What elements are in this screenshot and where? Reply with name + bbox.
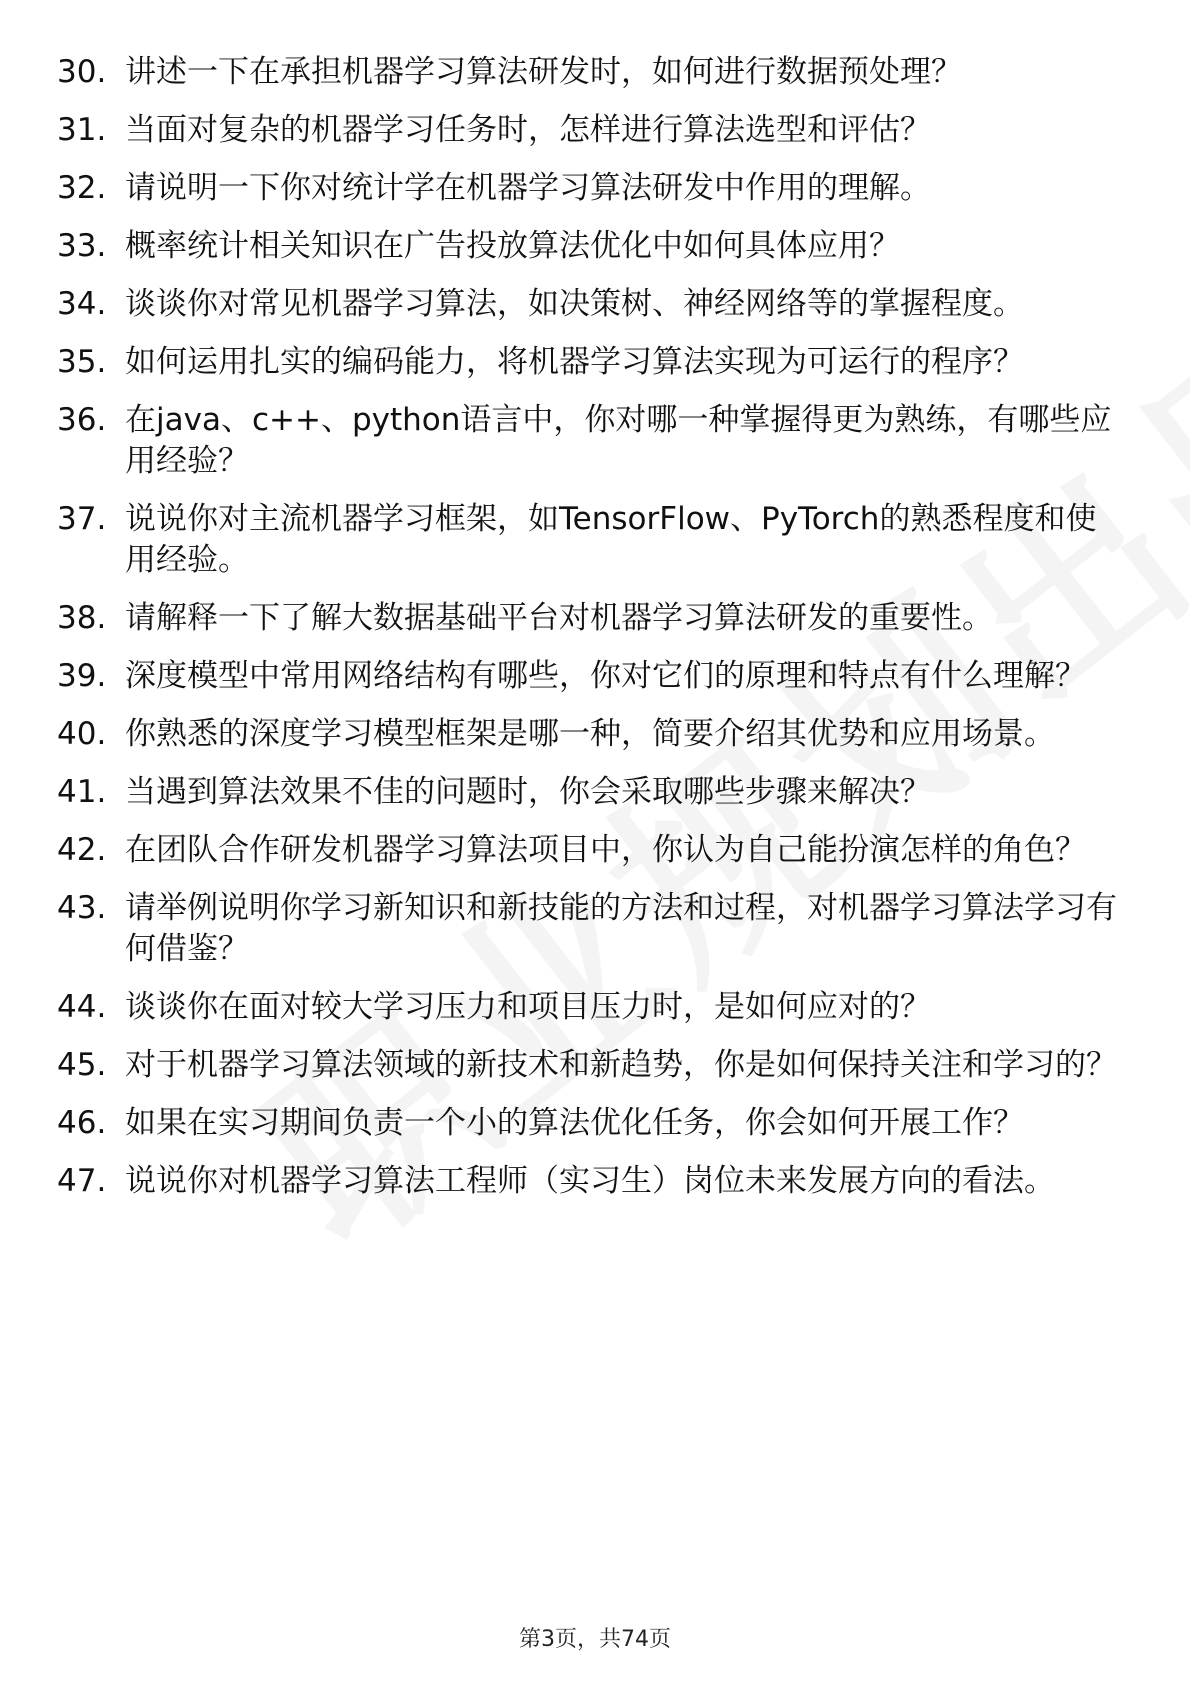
question-number: 33.: [57, 228, 107, 264]
question-text: 概率统计相关知识在广告投放算法优化中如何具体应用？: [125, 228, 900, 264]
question-number: 38.: [57, 600, 107, 636]
question-text: 如何运用扎实的编码能力，将机器学习算法实现为可运行的程序？: [125, 344, 1024, 380]
list-item: [0, 499, 1190, 581]
question-text: 深度模型中常用网络结构有哪些，你对它们的原理和特点有什么理解？: [125, 658, 1086, 694]
question-number: 40.: [57, 716, 107, 752]
question-text: 说说你对主流机器学习框架，如TensorFlow、PyTorch的熟悉程度和使用经验。: [125, 501, 1097, 578]
question-text: 说说你对机器学习算法工程师（实习生）岗位未来发展方向的看法。: [125, 1163, 1055, 1199]
question-number: 47.: [57, 1163, 107, 1199]
question-text: 在团队合作研发机器学习算法项目中，你认为自己能扮演怎样的角色？: [125, 832, 1086, 868]
question-text: 对于机器学习算法领域的新技术和新趋势，你是如何保持关注和学习的？: [125, 1047, 1117, 1083]
list-item: [0, 1161, 1190, 1202]
question-number: 43.: [57, 890, 107, 926]
list-item: [0, 1045, 1190, 1086]
list-item: [0, 110, 1190, 151]
question-number: 31.: [57, 112, 107, 148]
list-item: [0, 598, 1190, 639]
question-text: 谈谈你在面对较大学习压力和项目压力时，是如何应对的？: [125, 989, 931, 1025]
question-number: 35.: [57, 344, 107, 380]
list-item: [0, 52, 1190, 93]
question-text: 当面对复杂的机器学习任务时，怎样进行算法选型和评估？: [125, 112, 931, 148]
list-item: [0, 168, 1190, 209]
question-number: 46.: [57, 1105, 107, 1141]
question-text: 如果在实习期间负责一个小的算法优化任务，你会如何开展工作？: [125, 1105, 1024, 1141]
question-number: 36.: [57, 402, 107, 438]
list-item: [0, 772, 1190, 813]
list-item: [0, 830, 1190, 871]
question-text: 当遇到算法效果不佳的问题时，你会采取哪些步骤来解决？: [125, 774, 931, 810]
question-text: 谈谈你对常见机器学习算法，如决策树、神经网络等的掌握程度。: [125, 286, 1024, 322]
question-list: [0, 52, 1190, 1219]
question-text: 讲述一下在承担机器学习算法研发时，如何进行数据预处理？: [125, 54, 962, 90]
question-text: 在java、c++、python语言中，你对哪一种掌握得更为熟练，有哪些应用经验？: [125, 402, 1112, 479]
question-number: 32.: [57, 170, 107, 206]
page-number: 第3页，共74页: [519, 1627, 671, 1652]
list-item: [0, 987, 1190, 1028]
list-item: [0, 888, 1190, 970]
question-text: 请说明一下你对统计学在机器学习算法研发中作用的理解。: [125, 170, 931, 206]
question-number: 44.: [57, 989, 107, 1025]
question-number: 39.: [57, 658, 107, 694]
list-item: [0, 226, 1190, 267]
question-number: 41.: [57, 774, 107, 810]
question-number: 42.: [57, 832, 107, 868]
question-number: 34.: [57, 286, 107, 322]
question-text: 你熟悉的深度学习模型框架是哪一种，简要介绍其优势和应用场景。: [125, 716, 1055, 752]
list-item: [0, 342, 1190, 383]
list-item: [0, 656, 1190, 697]
list-item: [0, 1103, 1190, 1144]
question-text: 请举例说明你学习新知识和新技能的方法和过程，对机器学习算法学习有何借鉴？: [125, 890, 1117, 967]
question-number: 30.: [57, 54, 107, 90]
list-item: [0, 400, 1190, 482]
question-number: 37.: [57, 501, 107, 537]
list-item: [0, 284, 1190, 325]
list-item: [0, 714, 1190, 755]
question-text: 请解释一下了解大数据基础平台对机器学习算法研发的重要性。: [125, 600, 993, 636]
question-number: 45.: [57, 1047, 107, 1083]
